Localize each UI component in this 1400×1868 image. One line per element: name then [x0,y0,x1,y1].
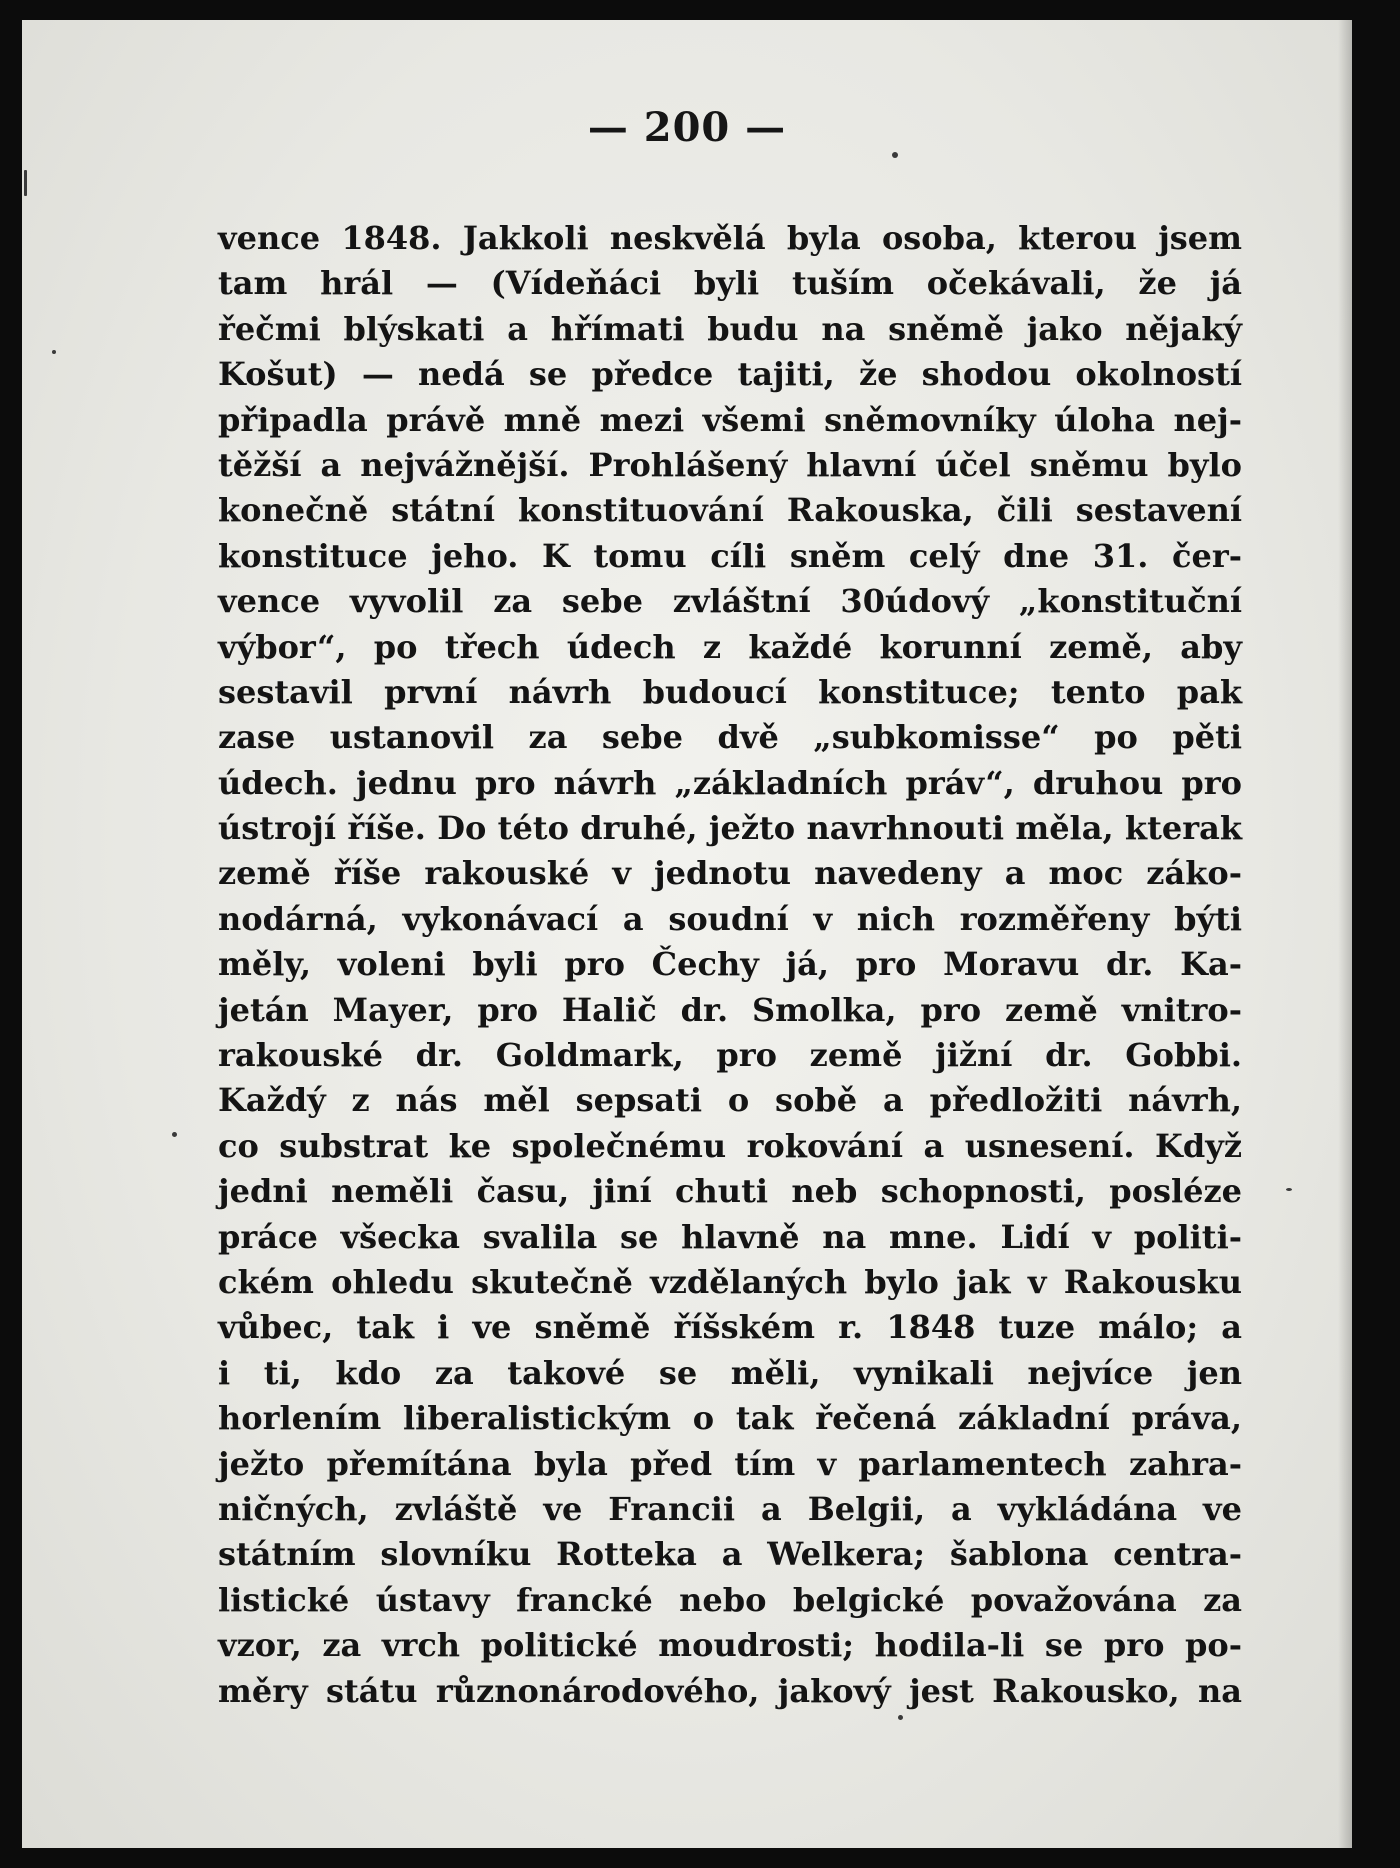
print-speck [24,170,27,196]
text-line: ježto přemítána byla před tím v parlamentech zahra- [218,1444,1242,1483]
text-line: rakouské dr. Goldmark, pro země jižní dr. Gobbi. [218,1036,1242,1075]
text-line: ničných, zvláště ve Francii a Belgii, a vykládána ve [218,1489,1242,1528]
text-line: ústrojí říše. Do této druhé, ježto navrhnouti měla, kterak [218,809,1242,848]
text-line: měly, voleni byli pro Čechy já, pro Moravu dr. Ka- [218,945,1242,984]
text-line: jetán Mayer, pro Halič dr. Smolka, pro země vnitro- [218,990,1242,1029]
text-line: vence 1848. Jakkoli neskvělá byla osoba, kterou jsem [218,219,1242,257]
text-line: horlením liberalistickým o tak řečená základní práva, [218,1399,1242,1438]
text-line: konstituce jeho. K tomu cíli sněm celý dne 31. čer- [218,536,1242,575]
text-line: měry státu různonárodového, jakový jest Rakousko, na [218,1671,1242,1710]
text-line: výbor“, po třech údech z každé korunní země, aby [218,627,1242,666]
text-line: vence vyvolil za sebe zvláštní 30údový „konstituční [218,582,1242,621]
text-line: jedni neměli času, jiní chuti neb schopnosti, posléze [218,1172,1242,1211]
text-line: práce všecka svalila se hlavně na mne. Lidí v politi- [218,1217,1242,1256]
text-line: sestavil první návrh budoucí konstituce; tento pak [218,672,1242,711]
text-line: tam hrál — (Vídeňáci byli tuším očekávali, že já [218,264,1242,303]
text-line: vzor, za vrch politické moudrosti; hodila-li se pro po- [218,1626,1242,1665]
text-line: Košut) — nedá se předce tajiti, že shodou okolností [218,355,1242,394]
print-speck [172,1132,177,1137]
page-number: — 200 — [587,104,787,151]
text-line: státním slovníku Rotteka a Welkera; šablona centra- [218,1535,1242,1574]
text-line: konečně státní konstituování Rakouska, čili sestavení [218,491,1242,530]
text-line: nodárná, vykonávací a soudní v nich rozměřeny býti [218,899,1242,938]
print-speck [898,1715,903,1720]
text-line: vůbec, tak i ve sněmě říšském r. 1848 tuze málo; a [218,1308,1242,1347]
text-line: zase ustanovil za sebe dvě „subkomisse“ po pěti [218,718,1242,757]
page-sheet [22,20,1352,1848]
text-line: ckém ohledu skutečně vzdělaných bylo jak v Rakousku [218,1262,1242,1301]
text-line: co substrat ke společnému rokování a usnesení. Když [218,1126,1242,1165]
text-line: těžší a nejvážnější. Prohlášený hlavní účel sněmu bylo [218,445,1242,484]
text-line: země říše rakouské v jednotu navedeny a moc záko- [218,854,1242,893]
text-line: připadla právě mně mezi všemi sněmovníky úloha nej- [218,400,1242,439]
page-edge-shadow [1338,20,1352,1848]
body-text [218,216,1242,1714]
text-line: listické ústavy francké nebo belgické považována za [218,1580,1242,1619]
text-line: údech. jednu pro návrh „základních práv“, druhou pro [218,763,1242,802]
print-speck [892,152,898,158]
print-speck [1286,1188,1292,1191]
text-line: řečmi blýskati a hřímati budu na sněmě jako nějaký [218,309,1242,348]
print-speck [52,350,56,354]
text-line: Každý z nás měl sepsati o sobě a předložiti návrh, [218,1081,1242,1120]
text-line: i ti, kdo za takové se měli, vynikali nejvíce jen [218,1353,1242,1392]
